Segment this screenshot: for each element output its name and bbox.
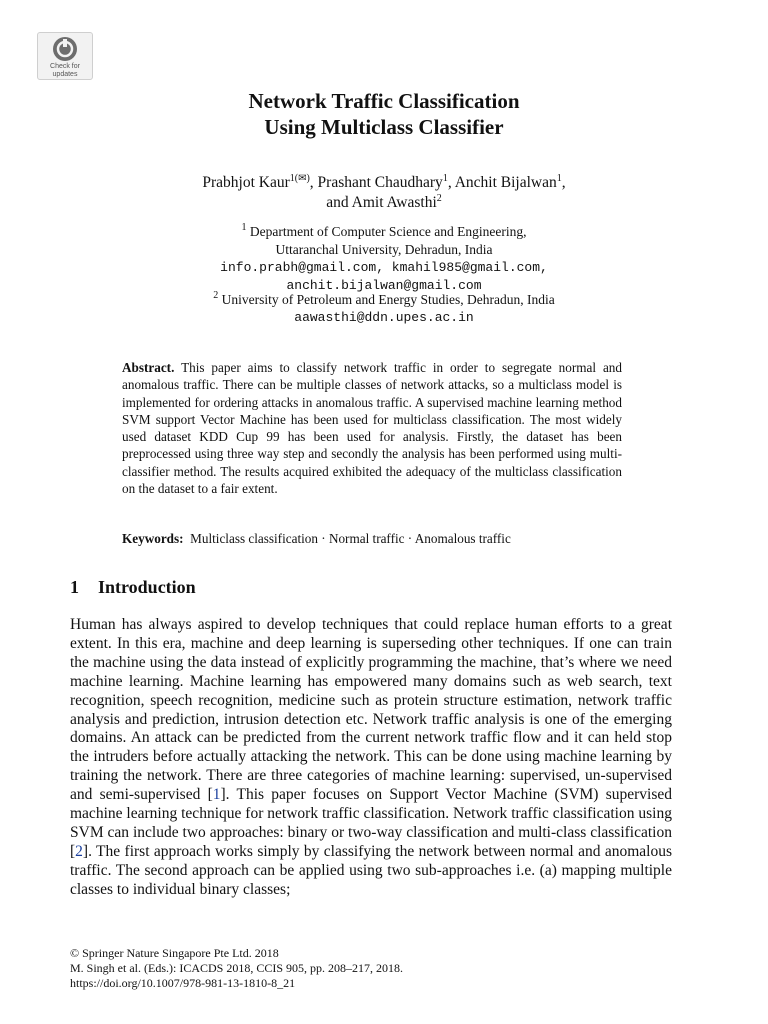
section-title: Introduction (98, 577, 196, 597)
check-updates-icon (52, 36, 78, 62)
author-affiliation-mark: 1(✉) (289, 173, 310, 184)
keywords (122, 530, 642, 547)
paper-title-line2: Using Multiclass Classifier (264, 115, 504, 139)
citation-link[interactable]: 1 (212, 786, 221, 804)
author-separator: , (561, 174, 566, 191)
citation-link[interactable]: 2 (75, 842, 83, 860)
affiliation-number: 1 (241, 222, 247, 233)
check-for-updates-badge[interactable] (37, 32, 93, 80)
intro-text: ]. The first approach works simply by classifying the network between normal and anomalous traffic. The second approach can be applied using two sub-approaches i.e. (a) mapping multiple classes to individual binary classes; (70, 842, 672, 898)
citation-line: M. Singh et al. (Eds.): ICACDS 2018, CCIS 905, pp. 208–217, 2018. (70, 961, 404, 975)
author-affiliation-mark: 2 (436, 193, 442, 204)
badge-label-line2: updates (52, 71, 78, 78)
page-footer (70, 946, 403, 991)
affiliation-text: Department of Computer Science and Engineering, (249, 224, 527, 239)
author-name: Prabhjot Kaur (202, 174, 290, 191)
doi-link[interactable]: https://doi.org/10.1007/978-981-13-1810-8_21 (70, 976, 296, 990)
affiliation-number: 2 (213, 290, 219, 301)
section-number: 1 (70, 577, 79, 597)
keywords-text: Multiclass classification · Normal traffic · Anomalous traffic (190, 531, 511, 546)
author-name: Prashant Chaudhary (317, 174, 443, 191)
author-separator: , (309, 174, 318, 191)
abstract-text: This paper aims to classify network traffic in order to segregate normal and anomalous traffic. There can be multiple classes of network attacks, so a multiclass model is implemented for ordering attacks in anomalous traffic. A supervised machine learning method SVM support Vector Machine has been used for multiclass classification. The most widely used dataset KDD Cup 99 has been used for analysis. Firstly, the dataset has been preprocessed using three way step and secondly the analysis has been performed using multi-classifier method. The results acquired exhibited the adequacy of the multiclass classification on the dataset to a fair extent. (122, 360, 622, 497)
affiliation-1 (0, 223, 768, 241)
abstract-label: Abstract. (122, 360, 175, 375)
author-email-3[interactable]: aawasthi@ddn.upes.ac.in (294, 310, 474, 325)
author-emails-line1[interactable]: info.prabh@gmail.com, kmahil985@gmail.com, (220, 260, 548, 275)
author-affiliation-mark: 1 (442, 173, 448, 184)
author-separator: , (447, 174, 455, 191)
paper-title-line1: Network Traffic Classification (248, 89, 520, 113)
author-list (0, 172, 768, 193)
intro-text: ]. This paper focuses on Support Vector Machine (SVM) supervised machine learning technique for network traffic classification. Network traffic classification using SVM can include two approaches: binary or two-way classification and multi-class classification [ (70, 786, 672, 860)
badge-label-line1: Check for (50, 63, 80, 70)
abstract (122, 359, 622, 497)
author-conjunction: and (326, 194, 352, 211)
author-affiliation-mark: 1 (556, 173, 562, 184)
author-emails-line2[interactable]: anchit.bijalwan@gmail.com (286, 278, 482, 293)
affiliation-1-line2: Uttaranchal University, Dehradun, India (275, 242, 493, 257)
author-name: Amit Awasthi (351, 194, 437, 211)
keywords-label: Keywords: (122, 531, 184, 546)
affiliation-text: University of Petroleum and Energy Studies, Dehradun, India (221, 292, 555, 307)
section-heading (70, 576, 196, 598)
author-name: Anchit Bijalwan (454, 174, 557, 191)
author-list-line2 (0, 192, 768, 213)
introduction-paragraph (70, 616, 672, 900)
intro-text: Human has always aspired to develop techniques that could replace human efforts to a great extent. In this era, machine and deep learning is superseding other techniques. If one can train the machine using the data instead of explicitly programming the machine, that’s where we need machine learning. Machine learning has empowered many domains such as web search, text recognition, speech recognition, medicine such as protein structure estimation, network traffic analysis and prediction, intrusion detection etc. Network traffic analysis is one of the emerging domains. An attack can be predicted from the current network traffic flow and it can held stop the intruders before actually attacking the network. This can be done using machine learning by training the network. There are three categories of machine learning: supervised, un-supervised and semi-supervised [ (70, 616, 672, 804)
affiliation-2 (0, 291, 768, 309)
copyright-line: © Springer Nature Singapore Pte Ltd. 2018 (70, 946, 279, 960)
